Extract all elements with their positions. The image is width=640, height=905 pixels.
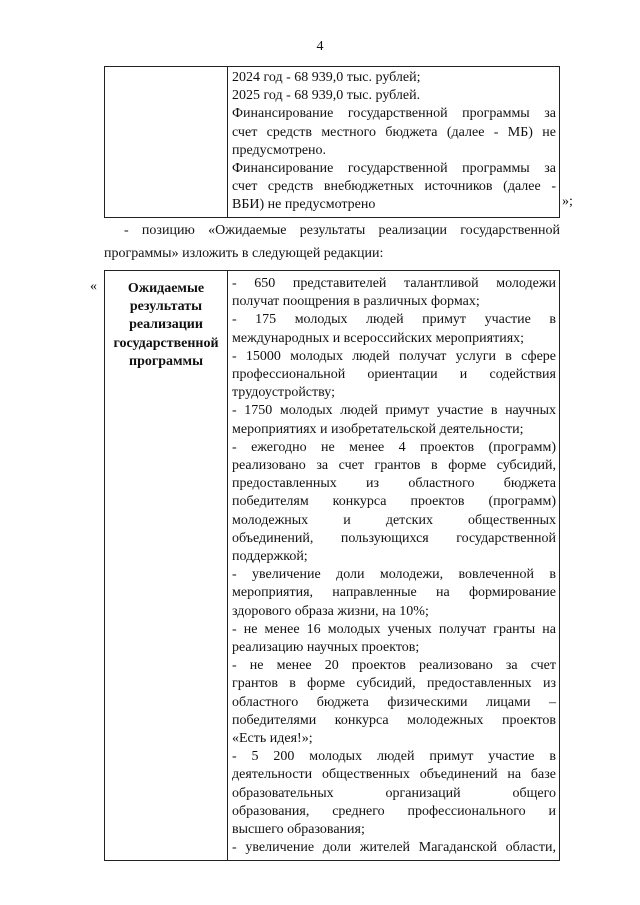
result-text-line: областного бюджета физическими лицами – <box>232 694 556 710</box>
result-text-line: победителям конкурса проектов (программ) <box>232 494 556 510</box>
financing-table <box>104 66 560 218</box>
expected-results-heading-line: государственной <box>113 335 219 351</box>
financing-text-line: Финансирование государственной программы за <box>232 106 556 122</box>
result-text-line: объединений, пользующихся государственной <box>232 530 556 546</box>
result-text-line: мероприятия, направленные на формирование <box>232 585 556 601</box>
result-text-line: «Есть идея!»; <box>232 731 313 747</box>
financing-table-label-cell <box>105 67 228 218</box>
result-text-line: трудоустройству; <box>232 385 335 401</box>
expected-results-heading-line: реализации <box>129 317 203 333</box>
result-text-line: - 650 представителей талантливой молодежи <box>232 276 556 291</box>
page-number: 4 <box>316 39 324 54</box>
result-text-line: здорового образа жизни, на 10%; <box>232 603 429 619</box>
result-text-line: - не менее 16 молодых ученых получат гранты на <box>232 621 556 637</box>
result-text-line: образовательных организаций общего <box>232 785 556 801</box>
financing-table-content-cell <box>228 67 560 218</box>
result-text-line: победителями конкурса молодежных проектов <box>232 712 556 728</box>
financing-text-line: предусмотрено. <box>232 142 327 158</box>
result-text-line: реализовано за счет грантов в форме субсидий, <box>232 458 556 474</box>
result-text-line: поддержкой; <box>232 549 308 565</box>
result-text-line: международных и всероссийских мероприятиях; <box>232 330 525 346</box>
expected-results-heading-line: программы <box>129 353 203 369</box>
expected-results-heading-line: Ожидаемые <box>127 281 205 296</box>
expected-results-heading-line: результаты <box>129 299 203 315</box>
result-text-line: молодежных и детских общественных <box>232 512 556 528</box>
expected-results-content-cell <box>228 271 560 861</box>
financing-text-line: 2024 год - 68 939,0 тыс. рублей; <box>232 70 421 85</box>
result-text-line: - 175 молодых людей примут участие в <box>232 312 556 328</box>
result-text-line: мероприятиях и изобретательской деятельности; <box>232 421 524 437</box>
closing-quote-mark: »; <box>562 194 573 209</box>
financing-text-line: счет средств внебюджетных источников (далее - <box>232 179 556 195</box>
result-text-line: деятельности общественных объединений на базе <box>232 767 556 783</box>
expected-results-heading-cell <box>105 271 228 861</box>
result-text-line: высшего образования; <box>232 822 365 838</box>
result-text-line: профессиональной ориентации и содействия <box>232 367 556 383</box>
result-text-line: - 15000 молодых людей получат услуги в сфере <box>232 348 556 364</box>
financing-text-line: 2025 год - 68 939,0 тыс. рублей. <box>232 88 421 104</box>
result-text-line: - увеличение доли жителей Магаданской области, <box>232 840 556 856</box>
opening-quote-mark: « <box>90 279 97 294</box>
financing-text-line: Финансирование государственной программы за <box>232 161 556 177</box>
instruction-line-1: - позицию «Ожидаемые результаты реализации государственной <box>124 223 560 238</box>
result-text-line: - ежегодно не менее 4 проектов (программ) <box>232 439 556 455</box>
result-text-line: - 1750 молодых людей примут участие в научных <box>232 403 556 419</box>
result-text-line: - 5 200 молодых людей примут участие в <box>232 749 556 765</box>
instruction-line-2: программы» изложить в следующей редакции: <box>104 246 384 261</box>
financing-text-line: ВБИ) не предусмотрено <box>232 197 376 213</box>
financing-text-line: счет средств местного бюджета (далее - МБ) не <box>232 124 556 140</box>
result-text-line: получат поощрения в различных формах; <box>232 294 480 310</box>
expected-results-table <box>104 270 560 861</box>
result-text-line: реализацию научных проектов; <box>232 640 420 656</box>
result-text-line: предоставленных из областного бюджета <box>232 476 556 492</box>
result-text-line: - не менее 20 проектов реализовано за счет <box>232 658 556 674</box>
result-text-line: образования, среднего профессионального и <box>232 803 556 819</box>
result-text-line: грантов в форме субсидий, предоставленных из <box>232 676 556 692</box>
result-text-line: - увеличение доли молодежи, вовлеченной в <box>232 567 556 583</box>
